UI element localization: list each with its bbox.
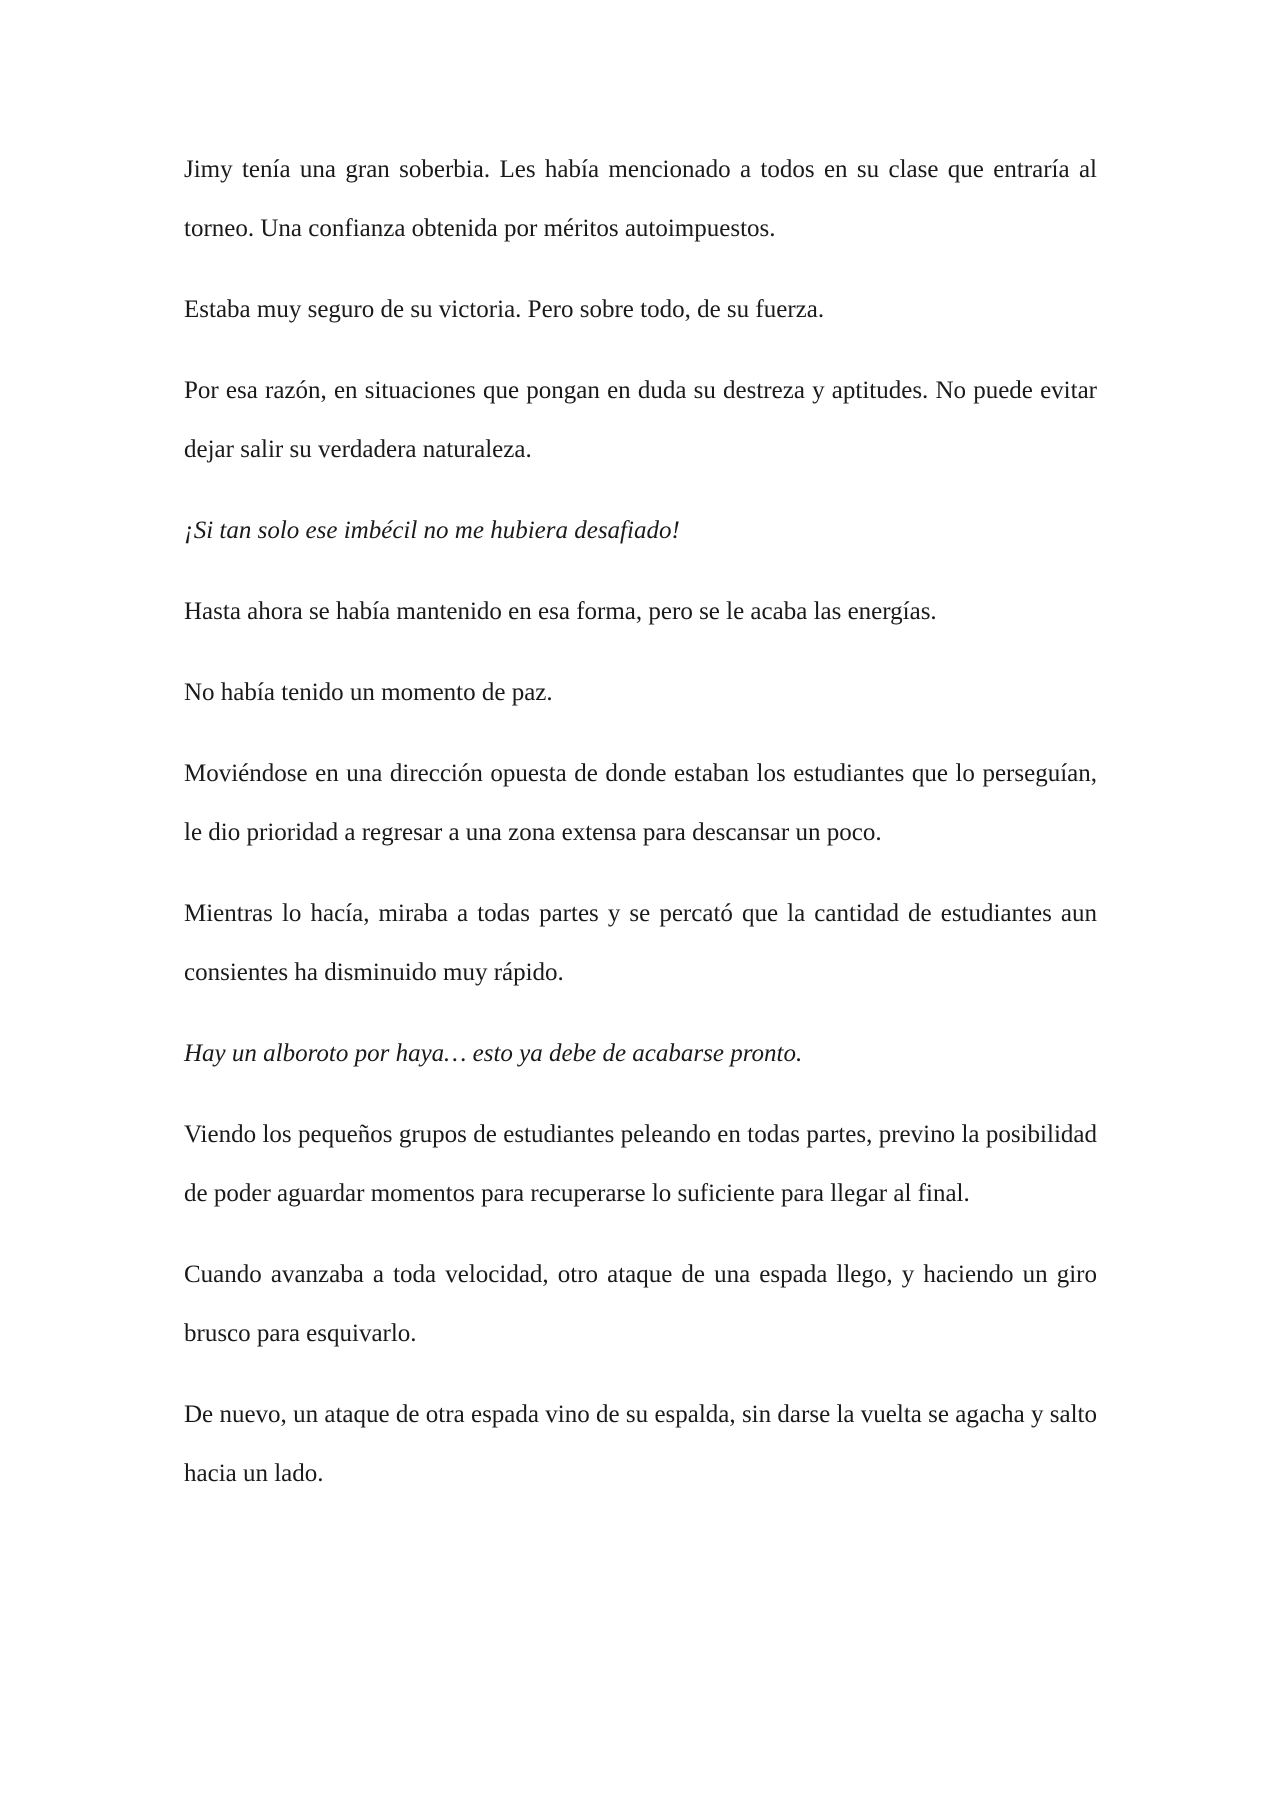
paragraph-10: Viendo los pequeños grupos de estudiantes peleando en todas partes, previno la posibilidad de poder aguardar momentos para recuperarse lo suficiente para llegar al final.	[184, 1121, 1097, 1207]
paragraph-1: Jimy tenía una gran soberbia. Les había mencionado a todos en su clase que entraría al torneo. Una confianza obtenida por méritos autoimpuestos.	[184, 156, 1097, 242]
paragraph-5: Hasta ahora se había mantenido en esa forma, pero se le acaba las energías.	[184, 598, 937, 625]
paragraph-2: Estaba muy seguro de su victoria. Pero sobre todo, de su fuerza.	[184, 296, 825, 323]
paragraph-8: Mientras lo hacía, miraba a todas partes y se percató que la cantidad de estudiantes aun consientes ha disminuido muy rápido.	[184, 900, 1097, 986]
paragraph-9-italic-thought: Hay un alboroto por haya… esto ya debe de acabarse pronto.	[184, 1040, 803, 1067]
paragraph-4-italic-thought: ¡Si tan solo ese imbécil no me hubiera desafiado!	[184, 517, 680, 544]
paragraph-3: Por esa razón, en situaciones que pongan en duda su destreza y aptitudes. No puede evitar dejar salir su verdadera naturaleza.	[184, 377, 1097, 463]
paragraph-7: Moviéndose en una dirección opuesta de donde estaban los estudiantes que lo perseguían, le dio prioridad a regresar a una zona extensa para descansar un poco.	[184, 760, 1097, 846]
paragraph-6: No había tenido un momento de paz.	[184, 679, 553, 706]
paragraph-12: De nuevo, un ataque de otra espada vino de su espalda, sin darse la vuelta se agacha y salto hacia un lado.	[184, 1401, 1097, 1487]
paragraph-11: Cuando avanzaba a toda velocidad, otro ataque de una espada llego, y haciendo un giro brusco para esquivarlo.	[184, 1261, 1097, 1347]
document-body	[184, 140, 1097, 1525]
